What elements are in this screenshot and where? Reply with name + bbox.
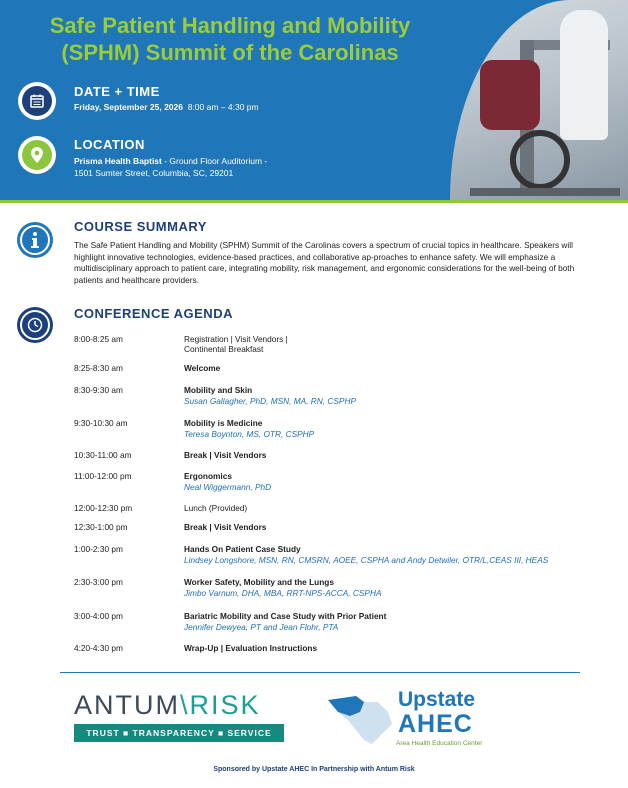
title-line-2: (SPHM) Summit of the Carolinas bbox=[61, 40, 399, 65]
location-pin-icon bbox=[18, 136, 56, 174]
agenda-title: Wrap-Up | Evaluation Instructions bbox=[184, 643, 318, 653]
sling-shape bbox=[480, 60, 540, 130]
agenda-title-line2: Continental Breakfast bbox=[184, 344, 264, 354]
agenda-time: 3:00-4:00 pm bbox=[74, 611, 123, 621]
course-summary-text: The Safe Patient Handling and Mobility (SPHM) Summit of the Carolinas covers a spectrum of crucial topics in healthcare. Speakers will highlight innovative technologies, evidence-based practices, and collaborative ap-proaches to enhance safety. We will emphasize a multidisciplinary approach to patient care, integrating mobility, risk management, and ergonomic considerations for the well-being of both patients and healthcare providers. bbox=[74, 240, 575, 285]
agenda-title: Lunch (Provided) bbox=[184, 503, 248, 513]
south-carolina-map-icon bbox=[326, 690, 396, 748]
agenda-time: 10:30-11:00 am bbox=[74, 450, 132, 460]
location-label: LOCATION bbox=[74, 137, 145, 152]
patient-lift-photo bbox=[450, 0, 628, 200]
location-text bbox=[74, 155, 267, 179]
agenda-time: 4:20-4:30 pm bbox=[74, 643, 123, 653]
agenda-title: Break | Visit Vendors bbox=[184, 450, 267, 460]
risk-word: RISK bbox=[189, 690, 261, 720]
upstate-ahec-logo bbox=[326, 686, 506, 752]
conference-agenda-heading: CONFERENCE AGENDA bbox=[74, 306, 233, 321]
antum-tagline: TRUST ■ TRANSPARENCY ■ SERVICE bbox=[74, 724, 284, 742]
agenda-title: Mobility and Skin bbox=[184, 385, 253, 395]
agenda-time: 12:00-12:30 pm bbox=[74, 503, 133, 513]
lift-base-shape bbox=[470, 188, 620, 196]
agenda-title: Break | Visit Vendors bbox=[184, 522, 267, 532]
agenda-speaker: Susan Gallagher, PhD, MSN, MA, RN, CSPHP bbox=[184, 396, 356, 406]
agenda-time: 8:30-9:30 am bbox=[74, 385, 123, 395]
event-time: 8:00 am – 4:30 pm bbox=[187, 102, 259, 112]
agenda-speaker: Teresa Boynton, MS, OTR, CSPHP bbox=[184, 429, 315, 439]
calendar-icon bbox=[18, 82, 56, 120]
date-time-text bbox=[74, 101, 259, 113]
antum-risk-wordmark: ANTUM\RISK bbox=[74, 690, 261, 720]
location-detail: - Ground Floor Auditorium - bbox=[161, 156, 268, 166]
ahec-subtitle: Area Health Education Center bbox=[396, 740, 483, 747]
wheelchair-shape bbox=[510, 130, 570, 190]
ahec-text: AHEC bbox=[398, 710, 473, 738]
agenda-time: 12:30-1:00 pm bbox=[74, 522, 128, 532]
event-date: Friday, September 25, 2026 bbox=[74, 102, 183, 112]
agenda-time: 1:00-2:30 pm bbox=[74, 544, 123, 554]
agenda-title: Bariatric Mobility and Case Study with Prior Patient bbox=[184, 611, 387, 621]
nurse-shape bbox=[560, 10, 608, 140]
header-banner bbox=[0, 0, 628, 200]
agenda-time: 2:30-3:00 pm bbox=[74, 577, 123, 587]
clock-icon bbox=[17, 307, 53, 343]
agenda-title: Ergonomics bbox=[184, 471, 232, 481]
footer-divider bbox=[60, 672, 580, 673]
agenda-title: Welcome bbox=[184, 363, 221, 373]
sponsor-line: Sponsored by Upstate AHEC In Partnership with Antum Risk bbox=[213, 766, 415, 773]
agenda-title: Hands On Patient Case Study bbox=[184, 544, 301, 554]
location-place: Prisma Health Baptist bbox=[74, 156, 162, 166]
agenda-speaker: Jennifer Dewyea, PT and Jean Flohr, PTA bbox=[184, 622, 339, 632]
antum-risk-logo bbox=[74, 690, 284, 746]
info-icon bbox=[17, 222, 53, 258]
green-divider bbox=[0, 200, 628, 203]
agenda-time: 8:00-8:25 am bbox=[74, 334, 123, 344]
course-summary-heading: COURSE SUMMARY bbox=[74, 219, 207, 234]
agenda-time: 9:30-10:30 am bbox=[74, 418, 128, 428]
agenda-speaker: Jimbo Varnum, DHA, MBA, RRT-NPS-ACCA, CSPHA bbox=[184, 588, 382, 598]
date-time-label: DATE + TIME bbox=[74, 84, 160, 99]
agenda-title: Mobility is Medicine bbox=[184, 418, 263, 428]
antum-word: ANTUM bbox=[74, 690, 180, 720]
agenda-time: 11:00-12:00 pm bbox=[74, 471, 132, 481]
agenda-time: 8:25-8:30 am bbox=[74, 363, 123, 373]
ahec-upstate-text: Upstate bbox=[398, 688, 476, 711]
agenda-title bbox=[184, 334, 614, 354]
agenda-speaker: Lindsey Longshore, MSN, RN, CMSRN, AOEE, CSPHA and Andy Detwiler, OTR/L,CEAS III, HEAS bbox=[184, 555, 549, 565]
location-address: 1501 Sumter Street, Columbia, SC, 29201 bbox=[74, 168, 234, 178]
agenda-speaker: Neal Wiggermann, PhD bbox=[184, 482, 272, 492]
agenda-title: Worker Safety, Mobility and the Lungs bbox=[184, 577, 334, 587]
page-title bbox=[20, 12, 440, 66]
agenda-title-line1: Registration | Visit Vendors | bbox=[184, 334, 288, 344]
title-line-1: Safe Patient Handling and Mobility bbox=[49, 13, 411, 38]
